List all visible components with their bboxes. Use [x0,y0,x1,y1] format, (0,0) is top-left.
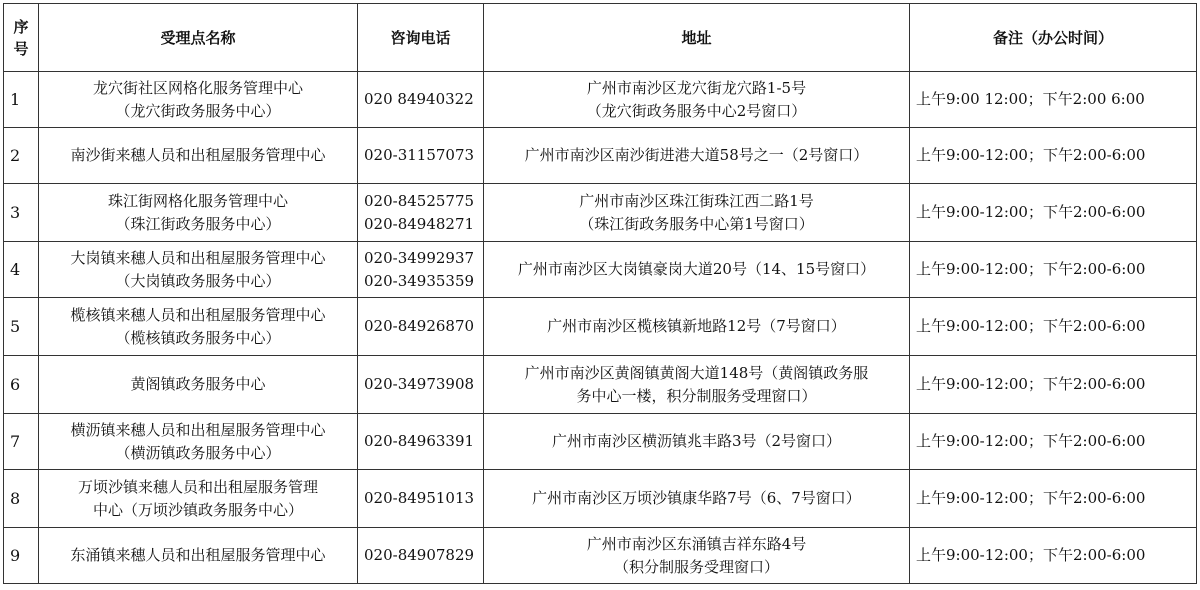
row-index: 3 [4,184,39,242]
table-row [4,72,1197,128]
consult-phone-line: 020-34935359 [364,271,475,290]
table-row [4,470,1197,528]
service-point-name-line: （榄核镇政务服务中心） [115,328,281,347]
header-index-line: 序 [13,17,29,36]
service-point-name [39,184,358,242]
table-row [4,242,1197,298]
consult-phone-line: 020-31157073 [364,146,475,164]
service-points-table [3,3,1197,584]
address [484,298,910,356]
header-phone: 咨询电话 [358,4,484,72]
service-point-name-line: 南沙街来穗人员和出租屋服务管理中心 [70,146,326,164]
office-hours: 上午9:00-12:00；下午2:00-6:00 [910,470,1197,528]
service-point-name [39,298,358,356]
service-point-name [39,356,358,414]
service-point-name [39,128,358,184]
address [484,72,910,128]
row-index: 1 [4,72,39,128]
consult-phone [358,298,484,356]
service-point-name-line: 万顷沙镇来穗人员和出租屋服务管理 [77,477,318,496]
header-name: 受理点名称 [39,4,358,72]
header-index [4,4,39,72]
office-hours: 上午9:00-12:00；下午2:00-6:00 [910,356,1197,414]
table-body [4,72,1197,584]
table-row [4,528,1197,584]
service-point-name [39,528,358,584]
service-point-name [39,414,358,470]
address-line: 务中心一楼，积分制服务受理窗口） [576,386,817,405]
row-index: 4 [4,242,39,298]
address-line: 广州市南沙区大岗镇豪岗大道20号（14、15号窗口） [517,260,876,278]
address [484,128,910,184]
consult-phone [358,72,484,128]
service-point-name-line: （大岗镇政务服务中心） [115,271,281,290]
consult-phone [358,242,484,298]
address-line: （龙穴街政务服务中心2号窗口） [586,101,807,120]
address [484,356,910,414]
table-row [4,414,1197,470]
address-line: 广州市南沙区黄阁镇黄阁大道148号（黄阁镇政务服 [524,363,869,382]
office-hours: 上午9:00-12:00；下午2:00-6:00 [910,298,1197,356]
service-point-name-line: 中心（万顷沙镇政务服务中心） [92,500,303,519]
consult-phone-line: 020-84963391 [364,432,475,450]
consult-phone [358,528,484,584]
service-point-name-line: 东涌镇来穗人员和出租屋服务管理中心 [70,546,326,564]
address [484,528,910,584]
consult-phone [358,184,484,242]
consult-phone [358,128,484,184]
consult-phone-line: 020 84940322 [364,90,474,108]
address-line: 广州市南沙区南沙街进港大道58号之一（2号窗口） [524,146,869,164]
consult-phone-line: 020-84907829 [364,546,475,564]
consult-phone [358,356,484,414]
row-index: 5 [4,298,39,356]
service-point-name-line: 珠江街网格化服务管理中心 [107,191,288,210]
address [484,184,910,242]
consult-phone-line: 020-84926870 [364,317,475,335]
table-header-row [4,4,1197,72]
service-point-name [39,72,358,128]
header-address: 地址 [484,4,910,72]
row-index: 2 [4,128,39,184]
address-line: （积分制服务受理窗口） [613,557,779,576]
consult-phone [358,414,484,470]
consult-phone-line: 020-84951013 [364,489,475,507]
service-point-name-line: 龙穴街社区网格化服务管理中心 [92,78,303,97]
address-line: 广州市南沙区珠江街珠江西二路1号 [579,191,814,210]
consult-phone-line: 020-34992937 [364,248,475,267]
address [484,242,910,298]
address-line: 广州市南沙区万顷沙镇康华路7号（6、7号窗口） [532,489,861,507]
service-point-name [39,470,358,528]
service-point-name [39,242,358,298]
service-point-name-line: （龙穴街政务服务中心） [115,101,281,120]
office-hours: 上午9:00-12:00；下午2:00-6:00 [910,242,1197,298]
consult-phone [358,470,484,528]
office-hours: 上午9:00-12:00；下午2:00-6:00 [910,128,1197,184]
table-row [4,298,1197,356]
address [484,414,910,470]
address-line: 广州市南沙区横沥镇兆丰路3号（2号窗口） [551,432,842,450]
row-index: 6 [4,356,39,414]
office-hours: 上午9:00-12:00；下午2:00-6:00 [910,184,1197,242]
header-index-line: 号 [13,39,29,58]
table-row [4,356,1197,414]
consult-phone-line: 020-84525775 [364,191,475,210]
address-line: （珠江街政务服务中心第1号窗口） [579,214,814,233]
table-row [4,184,1197,242]
service-point-name-line: 黄阁镇政务服务中心 [130,375,266,393]
service-point-name-line: 大岗镇来穗人员和出租屋服务管理中心 [70,248,326,267]
address [484,470,910,528]
row-index: 9 [4,528,39,584]
service-point-name-line: 横沥镇来穗人员和出租屋服务管理中心 [70,420,326,439]
address-line: 广州市南沙区龙穴街龙穴路1-5号 [586,78,807,97]
table-row [4,128,1197,184]
service-point-name-line: （珠江街政务服务中心） [115,214,281,233]
consult-phone-line: 020-34973908 [364,375,475,393]
service-point-name-line: 榄核镇来穗人员和出租屋服务管理中心 [70,305,326,324]
consult-phone-line: 020-84948271 [364,214,475,233]
office-hours: 上午9:00-12:00；下午2:00-6:00 [910,528,1197,584]
header-note: 备注（办公时间） [910,4,1197,72]
address-line: 广州市南沙区东涌镇吉祥东路4号 [586,534,807,553]
row-index: 8 [4,470,39,528]
service-point-name-line: （横沥镇政务服务中心） [115,443,281,462]
office-hours: 上午9:00-12:00；下午2:00-6:00 [910,414,1197,470]
office-hours: 上午9:00 12:00；下午2:00 6:00 [910,72,1197,128]
row-index: 7 [4,414,39,470]
address-line: 广州市南沙区榄核镇新地路12号（7号窗口） [547,317,846,335]
